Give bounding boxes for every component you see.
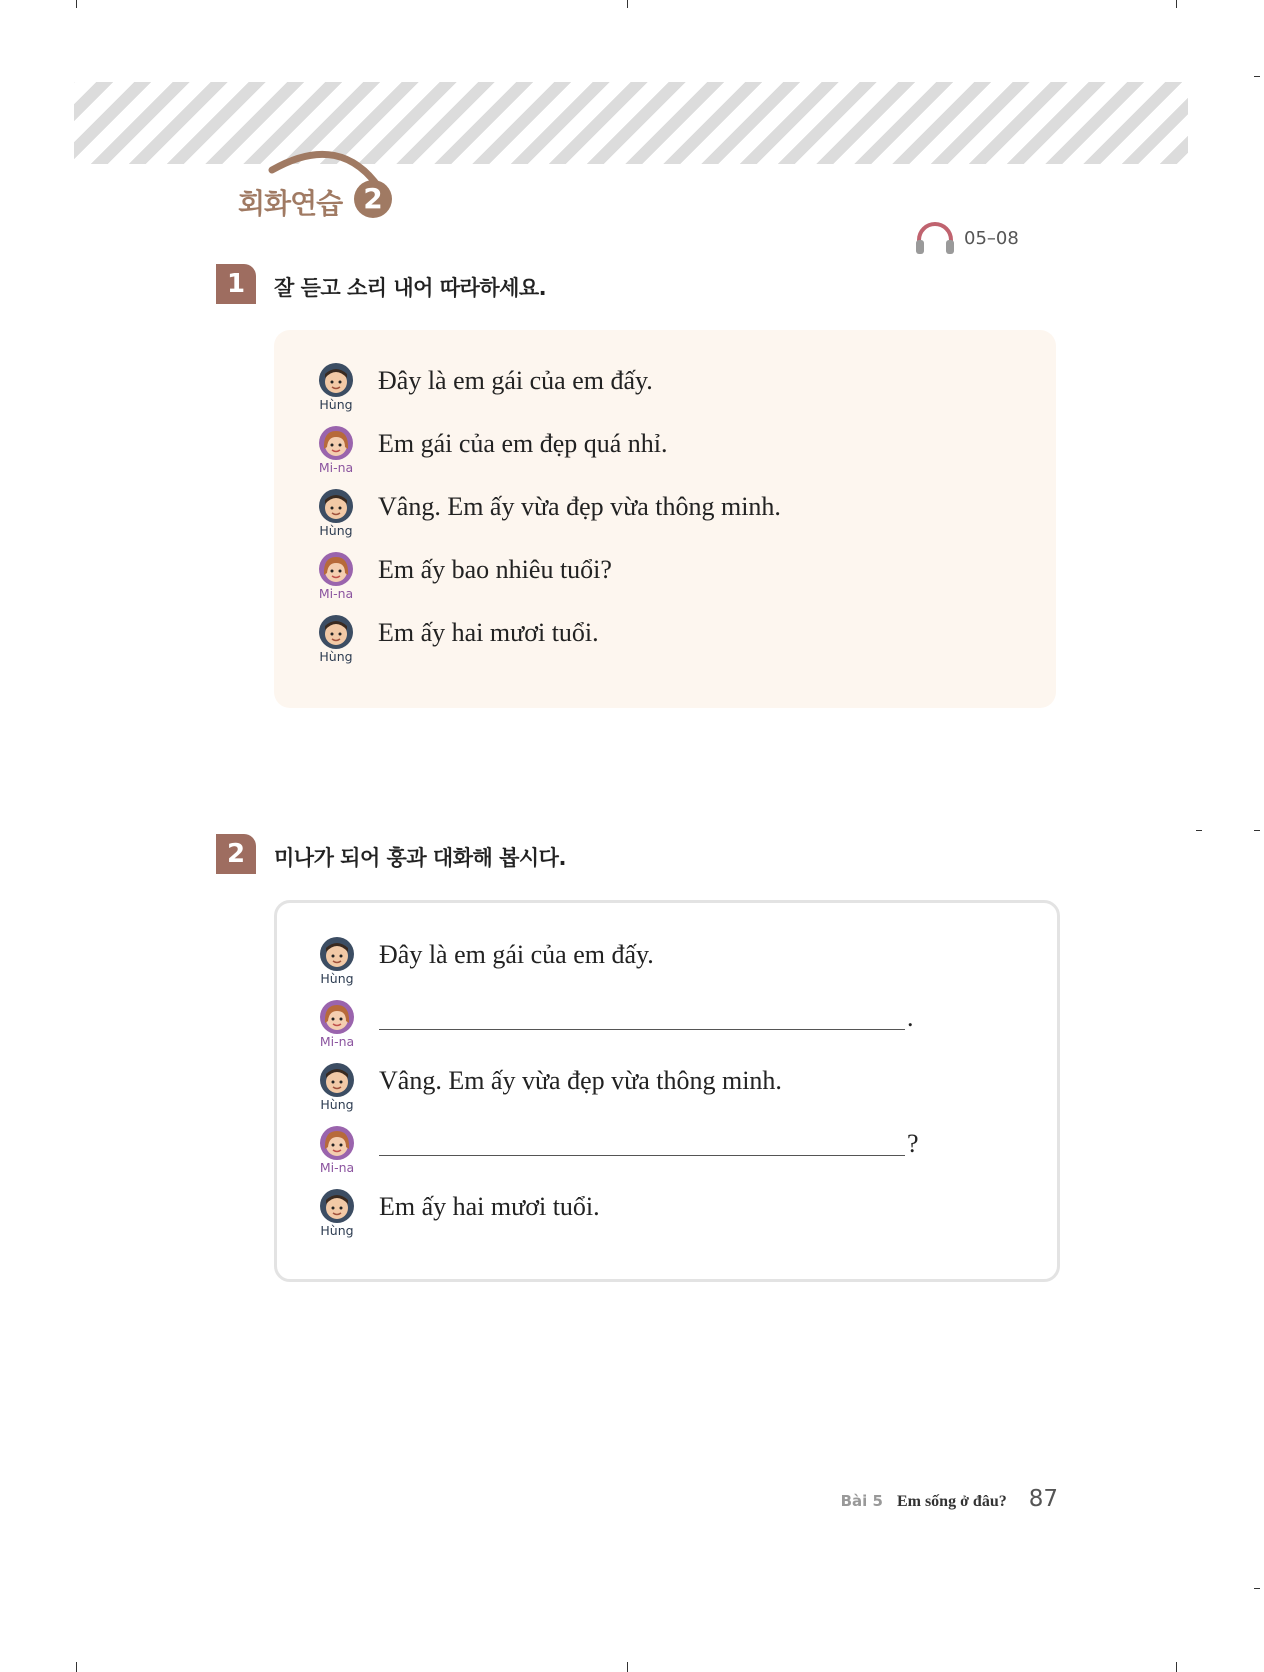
audio-track-number: 05–08 — [964, 227, 1019, 249]
crop-mark — [1254, 76, 1260, 77]
dialogue-text: Vâng. Em ấy vừa đẹp vừa thông minh. — [379, 1066, 782, 1095]
footer-lesson-title: Em sống ở đâu? — [896, 1493, 1007, 1510]
exercise-2-dialogue-box — [274, 900, 1060, 1282]
avatar-hung — [314, 614, 358, 664]
crop-mark — [627, 1662, 628, 1672]
page-footer — [841, 1486, 1058, 1512]
speaker-name: Hùng — [319, 649, 353, 664]
dialogue-line — [315, 1062, 1015, 1120]
dialogue-text: Đây là em gái của em đấy. — [378, 366, 653, 395]
speaker-name: Mi-na — [318, 460, 354, 475]
speaker-name: Hùng — [320, 1223, 354, 1238]
speaker-name: Mi-na — [319, 1160, 355, 1175]
dialogue-text: Vâng. Em ấy vừa đẹp vừa thông minh. — [378, 492, 781, 521]
girl-avatar-icon — [319, 1125, 355, 1161]
answer-blank[interactable] — [379, 1029, 905, 1030]
dialogue-text: Đây là em gái của em đấy. — [379, 940, 654, 969]
crop-mark — [1196, 830, 1202, 831]
dialogue-line — [315, 1188, 1015, 1246]
crop-mark — [76, 0, 77, 8]
avatar-hung — [315, 1188, 359, 1238]
avatar-mina — [314, 551, 358, 601]
dialogue-line — [314, 614, 1014, 672]
speaker-name: Mi-na — [319, 1034, 355, 1049]
banner-edge — [58, 82, 74, 164]
dialogue-line — [314, 488, 1014, 546]
section-title-text: 회화연습 — [238, 187, 343, 220]
avatar-hung — [315, 1062, 359, 1112]
exercise-1-number: 1 — [216, 264, 256, 304]
dialogue-line — [315, 936, 1015, 994]
audio-track[interactable] — [914, 220, 1019, 256]
boy-avatar-icon — [319, 1188, 355, 1224]
crop-mark — [1176, 1662, 1177, 1672]
exercise-2-instruction: 미나가 되어 훙과 대화해 봅시다. — [274, 846, 566, 870]
exercise-1-instruction: 잘 듣고 소리 내어 따라하세요. — [274, 276, 547, 300]
dialogue-text: Em ấy hai mươi tuổi. — [378, 618, 599, 647]
dialogue-text: Em ấy bao nhiêu tuổi? — [378, 555, 612, 584]
girl-avatar-icon — [318, 425, 354, 461]
exercise-2-number: 2 — [216, 834, 256, 874]
blank-punctuation: ? — [907, 1129, 919, 1158]
avatar-mina — [315, 1125, 359, 1175]
speaker-name: Hùng — [319, 523, 353, 538]
crop-mark — [76, 1662, 77, 1672]
crop-mark — [1176, 0, 1177, 8]
page-number: 87 — [1028, 1486, 1058, 1512]
boy-avatar-icon — [319, 1062, 355, 1098]
dialogue-line — [315, 999, 1015, 1057]
dialogue-line — [314, 425, 1014, 483]
speaker-name: Mi-na — [318, 586, 354, 601]
section-number-badge: 2 — [354, 180, 392, 218]
crop-mark — [627, 0, 628, 8]
avatar-mina — [315, 999, 359, 1049]
speaker-name: Hùng — [320, 1097, 354, 1112]
boy-avatar-icon — [318, 614, 354, 650]
girl-avatar-icon — [318, 551, 354, 587]
avatar-mina — [314, 425, 358, 475]
exercise-1-dialogue-box — [274, 330, 1056, 708]
boy-avatar-icon — [319, 936, 355, 972]
crop-mark — [1254, 830, 1260, 831]
answer-blank[interactable] — [379, 1155, 905, 1156]
speaker-name: Hùng — [319, 397, 353, 412]
avatar-hung — [315, 936, 359, 986]
section-title — [232, 140, 432, 230]
dialogue-text: Em gái của em đẹp quá nhỉ. — [378, 429, 668, 458]
dialogue-line — [314, 362, 1014, 420]
headphones-icon — [914, 220, 956, 256]
crop-mark — [1254, 1588, 1260, 1589]
boy-avatar-icon — [318, 488, 354, 524]
dialogue-line — [314, 551, 1014, 609]
header-banner — [58, 82, 1188, 164]
footer-lesson: Bài 5 — [840, 1492, 883, 1510]
blank-punctuation: . — [907, 1003, 914, 1032]
speaker-name: Hùng — [320, 971, 354, 986]
boy-avatar-icon — [318, 362, 354, 398]
dialogue-line — [315, 1125, 1015, 1183]
avatar-hung — [314, 362, 358, 412]
dialogue-text: Em ấy hai mươi tuổi. — [379, 1192, 600, 1221]
avatar-hung — [314, 488, 358, 538]
girl-avatar-icon — [319, 999, 355, 1035]
